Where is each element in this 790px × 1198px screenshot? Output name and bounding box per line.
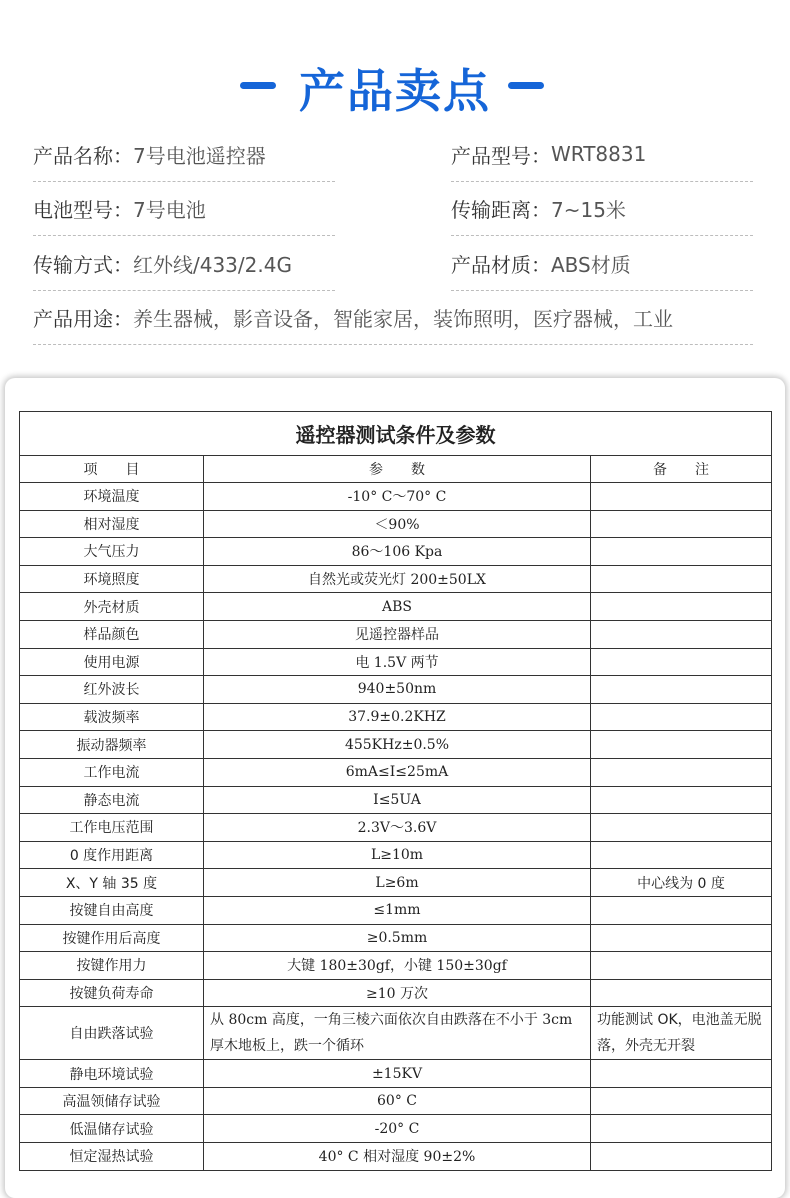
cell-item: 按键负荷寿命 xyxy=(20,979,204,1007)
table-row xyxy=(20,676,772,704)
table-row xyxy=(20,1115,772,1143)
spec-battery-type xyxy=(33,181,335,236)
cell-item: 工作电流 xyxy=(20,758,204,786)
cell-param: 940±50nm xyxy=(204,676,591,704)
parameters-table xyxy=(19,411,772,1171)
spec-label: 传输方式： xyxy=(33,252,133,277)
cell-item: 按键作用后高度 xyxy=(20,924,204,952)
cell-note xyxy=(591,979,772,1007)
spec-label: 产品材质： xyxy=(451,252,551,277)
cell-param: ≥0.5mm xyxy=(204,924,591,952)
spec-label: 电池型号： xyxy=(33,197,133,222)
cell-item: 恒定湿热试验 xyxy=(20,1143,204,1171)
cell-param: 86～106 Kpa xyxy=(204,538,591,566)
cell-note xyxy=(591,1143,772,1171)
cell-note xyxy=(591,1087,772,1115)
table-row xyxy=(20,814,772,842)
cell-item: 低温储存试验 xyxy=(20,1115,204,1143)
cell-item: 环境温度 xyxy=(20,483,204,511)
cell-param: I≤5UA xyxy=(204,786,591,814)
cell-param: 大键 180±30gf，小键 150±30gf xyxy=(204,952,591,980)
cell-item: 相对湿度 xyxy=(20,510,204,538)
cell-note xyxy=(591,952,772,980)
spec-label: 产品型号： xyxy=(451,143,551,168)
cell-note xyxy=(591,538,772,566)
table-row xyxy=(20,620,772,648)
cell-param: ＜90% xyxy=(204,510,591,538)
cell-note xyxy=(591,841,772,869)
table-row xyxy=(20,841,772,869)
spec-product-material xyxy=(451,236,753,291)
table-row xyxy=(20,758,772,786)
cell-item: 使用电源 xyxy=(20,648,204,676)
cell-note xyxy=(591,731,772,759)
cell-note xyxy=(591,565,772,593)
table-row xyxy=(20,1143,772,1171)
cell-param: L≥6m xyxy=(204,869,591,897)
cell-param: 455KHz±0.5% xyxy=(204,731,591,759)
cell-item: 振动器频率 xyxy=(20,731,204,759)
cell-note xyxy=(591,1115,772,1143)
table-row xyxy=(20,1007,772,1060)
spec-transmission-method xyxy=(33,236,335,291)
cell-item: X、Y 轴 35 度 xyxy=(20,869,204,897)
cell-param: 从 80cm 高度，一角三棱六面依次自由跌落在不小于 3cm 厚木地板上，跌一个循环 xyxy=(204,1007,591,1060)
cell-note xyxy=(591,1060,772,1088)
spec-value: 养生器械，影音设备，智能家居，装饰照明，医疗器械，工业 xyxy=(133,306,673,331)
cell-item: 按键作用力 xyxy=(20,952,204,980)
cell-note xyxy=(591,510,772,538)
cell-param: ±15KV xyxy=(204,1060,591,1088)
spec-product-usage xyxy=(33,290,753,345)
table-row xyxy=(20,869,772,897)
cell-note xyxy=(591,648,772,676)
table-row xyxy=(20,593,772,621)
cell-item: 静态电流 xyxy=(20,786,204,814)
cell-item: 静电环境试验 xyxy=(20,1060,204,1088)
cell-param: 37.9±0.2KHZ xyxy=(204,703,591,731)
cell-note: 功能测试 OK，电池盖无脱落，外壳无开裂 xyxy=(591,1007,772,1060)
cell-param: -20° C xyxy=(204,1115,591,1143)
section-title: 产品卖点 xyxy=(299,64,491,118)
table-row xyxy=(20,510,772,538)
cell-item: 外壳材质 xyxy=(20,593,204,621)
cell-note xyxy=(591,786,772,814)
cell-param: ≤1mm xyxy=(204,896,591,924)
spec-label: 产品用途： xyxy=(33,306,133,331)
header-note: 备 注 xyxy=(591,456,772,483)
cell-note xyxy=(591,703,772,731)
spec-value: 7号电池 xyxy=(133,197,206,222)
right-dash-decoration xyxy=(508,82,544,89)
spec-value: 红外线/433/2.4G xyxy=(133,252,292,277)
header-item: 项 目 xyxy=(20,456,204,483)
cell-item: 大气压力 xyxy=(20,538,204,566)
cell-param: 电 1.5V 两节 xyxy=(204,648,591,676)
cell-note: 中心线为 0 度 xyxy=(591,869,772,897)
spec-value: WRT8831 xyxy=(551,142,647,166)
cell-note xyxy=(591,676,772,704)
header-param: 参 数 xyxy=(204,456,591,483)
spec-value: 7号电池遥控器 xyxy=(133,143,266,168)
cell-param: 6mA≤I≤25mA xyxy=(204,758,591,786)
section-header xyxy=(0,40,790,130)
table-row xyxy=(20,979,772,1007)
spec-transmission-distance xyxy=(451,181,753,236)
table-title: 遥控器测试条件及参数 xyxy=(20,412,772,456)
cell-item: 自由跌落试验 xyxy=(20,1007,204,1060)
cell-note xyxy=(591,758,772,786)
cell-note xyxy=(591,620,772,648)
table-header-row xyxy=(20,456,772,483)
table-row xyxy=(20,703,772,731)
table-row xyxy=(20,896,772,924)
cell-param: 40° C 相对湿度 90±2% xyxy=(204,1143,591,1171)
spec-label: 传输距离： xyxy=(451,197,551,222)
cell-item: 工作电压范围 xyxy=(20,814,204,842)
cell-param: -10° C～70° C xyxy=(204,483,591,511)
spec-product-model xyxy=(451,127,753,182)
cell-item: 高温领储存试验 xyxy=(20,1087,204,1115)
cell-param: 60° C xyxy=(204,1087,591,1115)
cell-note xyxy=(591,896,772,924)
cell-param: ≥10 万次 xyxy=(204,979,591,1007)
table-row xyxy=(20,1087,772,1115)
cell-param: ABS xyxy=(204,593,591,621)
cell-param: L≥10m xyxy=(204,841,591,869)
table-row xyxy=(20,786,772,814)
cell-param: 自然光或荧光灯 200±50LX xyxy=(204,565,591,593)
cell-note xyxy=(591,593,772,621)
table-row xyxy=(20,538,772,566)
spec-product-name xyxy=(33,127,335,182)
cell-item: 按键自由高度 xyxy=(20,896,204,924)
table-row xyxy=(20,731,772,759)
cell-item: 环境照度 xyxy=(20,565,204,593)
cell-item: 样品颜色 xyxy=(20,620,204,648)
table-row xyxy=(20,952,772,980)
cell-item: 红外波长 xyxy=(20,676,204,704)
table-row xyxy=(20,1060,772,1088)
table-row xyxy=(20,648,772,676)
cell-param: 2.3V～3.6V xyxy=(204,814,591,842)
table-row xyxy=(20,483,772,511)
table-row xyxy=(20,924,772,952)
spec-value: ABS材质 xyxy=(551,252,631,277)
spec-label: 产品名称： xyxy=(33,143,133,168)
cell-note xyxy=(591,814,772,842)
table-row xyxy=(20,565,772,593)
cell-note xyxy=(591,924,772,952)
cell-item: 0 度作用距离 xyxy=(20,841,204,869)
spec-value: 7~15米 xyxy=(551,197,626,222)
cell-item: 载波频率 xyxy=(20,703,204,731)
cell-note xyxy=(591,483,772,511)
cell-param: 见遥控器样品 xyxy=(204,620,591,648)
